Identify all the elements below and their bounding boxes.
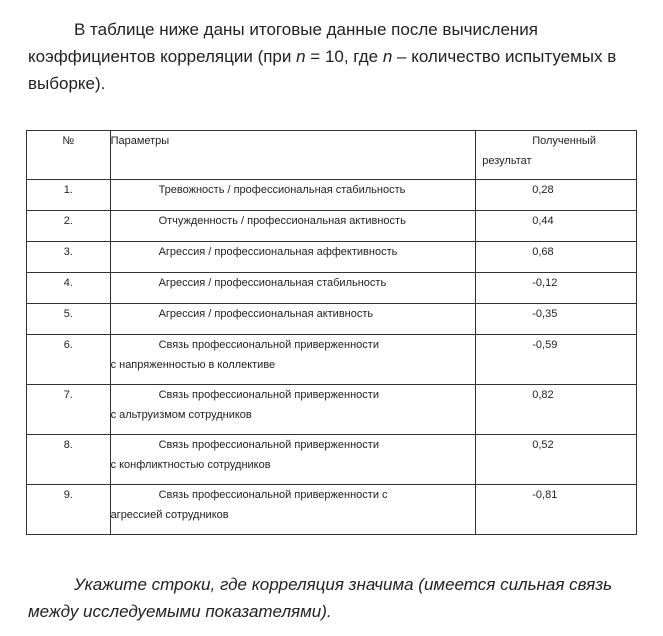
row-result — [476, 211, 637, 242]
row-num: 8. — [27, 435, 111, 485]
intro-text-part1: В таблице ниже даны итоговые данные после вычисления коэффициентов корреляции (при — [28, 20, 538, 66]
table-row — [27, 242, 637, 273]
row-result-value: -0,35 — [532, 308, 558, 320]
row-param — [110, 180, 476, 211]
table-row — [27, 273, 637, 304]
row-param-line2: с напряженностью в коллективе — [110, 359, 276, 371]
row-param-line1: Связь профессиональной приверженности — [158, 339, 379, 351]
row-num: 1. — [27, 180, 111, 211]
header-param: Параметры — [110, 131, 476, 180]
row-result — [476, 242, 637, 273]
table-row — [27, 335, 637, 385]
row-result — [476, 385, 637, 435]
row-param-line1: Связь профессиональной приверженности — [158, 389, 379, 401]
row-result — [476, 435, 637, 485]
table-row — [27, 180, 637, 211]
intro-text-part2: = 10, где — [305, 47, 383, 66]
row-num: 4. — [27, 273, 111, 304]
row-num: 9. — [27, 485, 111, 535]
intro-n-symbol-2: n — [382, 47, 393, 66]
row-param — [110, 273, 476, 304]
row-param-line2: с альтруизмом сотрудников — [110, 409, 252, 421]
row-param — [110, 211, 476, 242]
row-num: 2. — [27, 211, 111, 242]
row-num: 3. — [27, 242, 111, 273]
table-row — [27, 435, 637, 485]
header-num: № — [27, 131, 111, 180]
row-param-line2: агрессией сотрудников — [110, 509, 229, 521]
table-row — [27, 211, 637, 242]
row-result — [476, 180, 637, 211]
intro-text-part3: – количество испытуемых в выборке). — [28, 47, 617, 93]
header-result-line1: Полученный — [532, 135, 596, 147]
row-result — [476, 335, 637, 385]
row-result-value: -0,81 — [532, 489, 558, 501]
row-result-value: -0,59 — [532, 339, 558, 351]
row-param-line1: Связь профессиональной приверженности с — [158, 489, 388, 501]
header-result-line2: результат — [482, 155, 532, 167]
row-param-line1: Агрессия / профессиональная аффективность — [158, 246, 398, 258]
correlation-table — [26, 130, 637, 535]
row-param-line2: с конфликтностью сотрудников — [110, 459, 271, 471]
intro-paragraph — [28, 16, 658, 97]
table-header-row — [27, 131, 637, 180]
row-num: 7. — [27, 385, 111, 435]
header-result — [476, 131, 637, 180]
table-row — [27, 385, 637, 435]
row-result — [476, 485, 637, 535]
row-param-line1: Агрессия / профессиональная стабильность — [158, 277, 387, 289]
table-row — [27, 485, 637, 535]
task-text: Укажите строки, где корреляция значима (имеется сильная связь между исследуемыми показателями). — [28, 575, 613, 621]
row-result-value: 0,82 — [532, 389, 554, 401]
row-param — [110, 304, 476, 335]
row-result — [476, 304, 637, 335]
row-param — [110, 335, 476, 385]
row-num: 5. — [27, 304, 111, 335]
row-param-line1: Агрессия / профессиональная активность — [158, 308, 374, 320]
row-result-value: 0,28 — [532, 184, 554, 196]
row-param — [110, 435, 476, 485]
row-param-line1: Отчужденность / профессиональная активность — [158, 215, 406, 227]
row-num: 6. — [27, 335, 111, 385]
row-param — [110, 242, 476, 273]
row-result-value: -0,12 — [532, 277, 558, 289]
row-param-line1: Связь профессиональной приверженности — [158, 439, 379, 451]
intro-n-symbol: n — [296, 47, 306, 66]
table-row — [27, 304, 637, 335]
row-result-value: 0,68 — [532, 246, 554, 258]
task-paragraph — [28, 571, 658, 625]
row-param — [110, 385, 476, 435]
row-param-line1: Тревожность / профессиональная стабильность — [158, 184, 406, 196]
row-result-value: 0,52 — [532, 439, 554, 451]
row-result — [476, 273, 637, 304]
row-param — [110, 485, 476, 535]
row-result-value: 0,44 — [532, 215, 554, 227]
